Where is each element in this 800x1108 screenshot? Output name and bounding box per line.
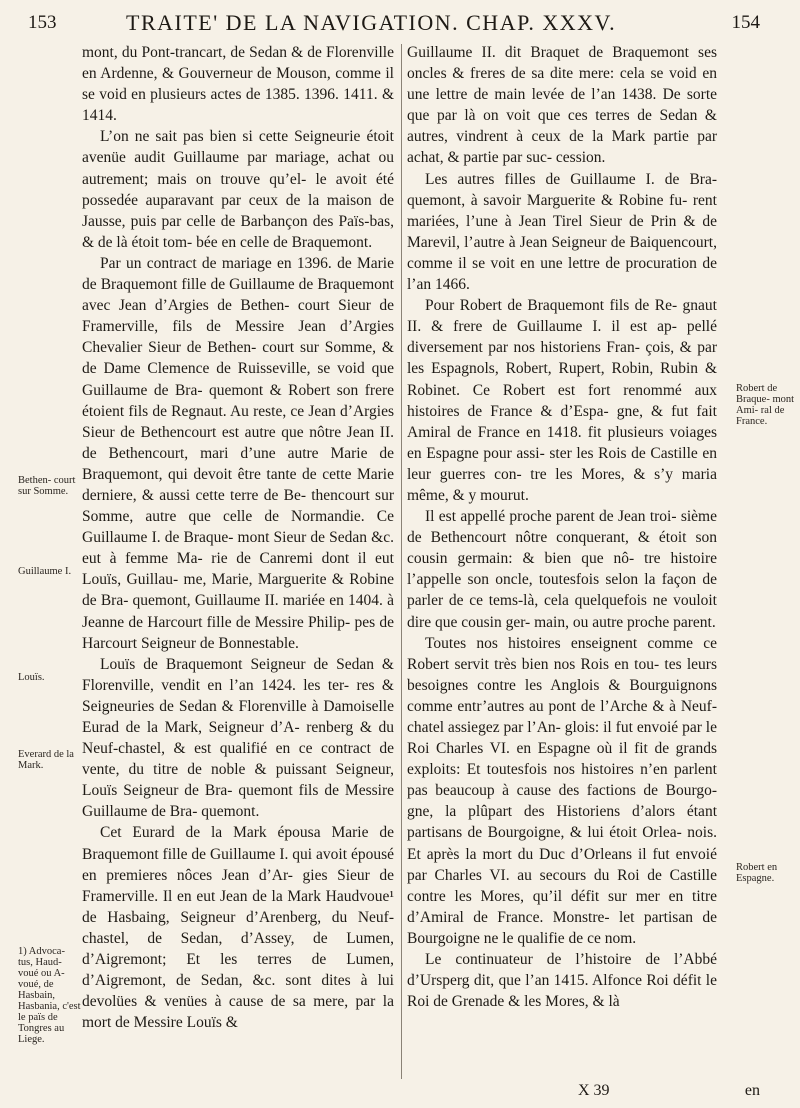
left-paragraph: L’on ne sait pas bien si cette Seigneurie étoit avenüe audit Guillaume par mariage, achat ou autrement; mais on trouve qu’el- le avoit été possedée auparavant par ceux de la maison de Jausse, puis par celle de Barbançon des Païs-bas, & de là étoit tom- bée en celle de Braquemont.	[82, 128, 394, 251]
left-paragraph: Par un contract de mariage en 1396. de Marie de Braquemont fille de Guillaume de Braquemont avec Jean d’Argies de Bethen- court Sieur de Framerville, fils de Messire Jean d’Argies Chevalier Sieur de Bethen- court sur Somme, & de Dame Clemence de Ruisseville, se void que Guillaume de Bra- quemont & Robert son frere étoient fils de Regnaut. Au reste, ce Jean d’Argies Sieur de Bethencourt est autre que nôtre Jean II. de Bethencourt, mari d’une autre Marie de Braquemont, qui devoit être tante de cette Marie derniere, & aussi cette terre de Be- thencourt sur Somme, autre que celle de Normandie. Ce Guillaume I. de Braque- mont Sieur de Sedan &c. eut à femme Ma- rie de Canremi dont il eut Louïs, Guillau- me, Marie, Marguerite & Robine de Bra- quemont, Guillaume II. mariée en 1404. à Jeanne de Harcourt fille de Messire Philip- pes de Harcourt Seigneur de Bonnestable.	[82, 254, 394, 652]
right-paragraph: Le continuateur de l’histoire de l’Abbé d’Ursperg dit, que l’an 1415. Alfonce Roi défit le Roi de Grenade & les Mores, & là	[407, 951, 717, 1011]
margin-note: Robert de Braque- mont Ami- ral de France.	[736, 383, 795, 427]
right-paragraph: Il est appellé proche parent de Jean troi- sième de Bethencourt nôtre conquerant, & étoit son cousin germain: & bien que nô- tre histoire l’appelle son oncle, toutesfois selon la façon de parler de ce tems-là, cela quelquefois ne vouloit dire que cousin ger- main, ou autre proche parent.	[407, 508, 717, 631]
right-paragraph: Les autres filles de Guillaume I. de Bra- quemont, à savoir Marguerite & Robine fu- rent mariées, l’une à Jean Tirel Sieur de Prin & de Marevil, l’autre à Jean Seigneur de Baiquencourt, comme il se voit en une lettre de procuration de l’an 1466.	[407, 170, 717, 294]
column-divider	[401, 44, 402, 1079]
left-page-number: 153	[28, 12, 57, 33]
margin-note: Everard de la Mark.	[18, 749, 74, 771]
right-page-number: 154	[731, 12, 760, 33]
left-column	[82, 42, 394, 1033]
right-paragraph: Toutes nos histoires enseignent comme ce Robert servit très bien nos Rois en tou- tes leurs besoignes contre les Anglois & Bourguignons comme entr’autres au pont de l’Arche & à Neuf-chatel assiegez par l’An- glois: il fut envoié par le Roi Charles VI. en Espagne où il fit de grands exploits: Et toutesfois nos histoires n’en parlent pas beaucoup à cause des factions de Bourgo- gne, la plûpart des Historiens d’alors étant partisans de Bourgoigne, & lui étoit Orlea- nois. Et après la mort du Duc d’Orleans il fut envoié par Charles VI. au secours du Roi de Castille contre les Mores, qu’il défit sur mer en titre d’Amiral de France. Monstre- let partisan de Bourgoigne ne le qualifie de ce nom.	[407, 634, 717, 947]
margin-note: Louïs.	[18, 672, 45, 683]
left-paragraph: mont, du Pont-trancart, de Sedan & de Florenville en Ardenne, & Gouverneur de Mouson, comme il se void en plusieurs actes de 1385. 1396. 1411. & 1414.	[82, 44, 394, 125]
right-paragraph: Guillaume II. dit Braquet de Braquemont ses oncles & freres de sa dite mere: cela se void en une lettre de main levée de l’an 1438. De sorte que par là on voit que ces terres de Sedan & autres, vindrent à ceux de la Mark partie par achat, & partie par suc- cession.	[407, 44, 717, 167]
right-column	[407, 42, 717, 1012]
right-paragraph: Pour Robert de Braquemont fils de Re- gnaut II. & frere de Guillaume I. il est ap- pellé diversement par nos historiens Fran- çois, & par les Espagnols, Robert, Rupert, Robin, Rubin & Robinet. Ce Robert est fort renommé aux histoires de France & d’Espa- gne, & fut fait Amiral de France en 1418. fit plusieurs voiages en Espagne pour assi- ster les Rois de Castille en leur guerres con- tre les Mores, & s’y maria même, & y mourut.	[407, 297, 717, 504]
left-paragraph: Cet Eurard de la Mark épousa Marie de Braquemont fille de Guillaume I. qui avoit épousé en premieres nôces Jean d’Ar- gies Sieur de Framerville. Il en eut Jean de la Mark Haudvoue¹ de Hasbaing, Seigneur d’Arenberg, du Neuf-chastel, de Sedan, d’Assey, de Lumen, d’Aigremont; Et les terres de Lumen, d’Aigremont, de Sedan, &c. sont dites à lui devolües & venües à cause de sa mere, par la mort de Messire Louïs &	[82, 824, 394, 1032]
margin-note: Robert en Espagne.	[736, 862, 778, 884]
margin-note: Bethen- court sur Somme.	[18, 475, 76, 497]
catchword: en	[744, 1082, 760, 1099]
margin-note: Guillaume I.	[18, 566, 72, 577]
signature-mark: X 39	[578, 1082, 610, 1099]
running-header	[28, 6, 760, 36]
margin-note: 1) Advoca- tus, Haud- voué ou A- voué, de Hasbain, Hasbania, c'est le païs de Tongres au Liege.	[18, 946, 81, 1045]
running-title: TRAITE' DE LA NAVIGATION. CHAP. XXXV.	[126, 10, 617, 35]
left-paragraph: Louïs de Braquemont Seigneur de Sedan & Florenville, vendit en l’an 1424. les ter- res & Seigneuries de Sedan & Florenville à Damoiselle Eurad de la Mark, Seigneur d’A- renberg & du Neuf-chastel, & est qualifié en ce contract de vente, du titre de noble & puissant Seigneur, Louïs Seigneur de Bra- quemont fils de Messire Guillaume de Bra- quemont.	[82, 655, 394, 821]
